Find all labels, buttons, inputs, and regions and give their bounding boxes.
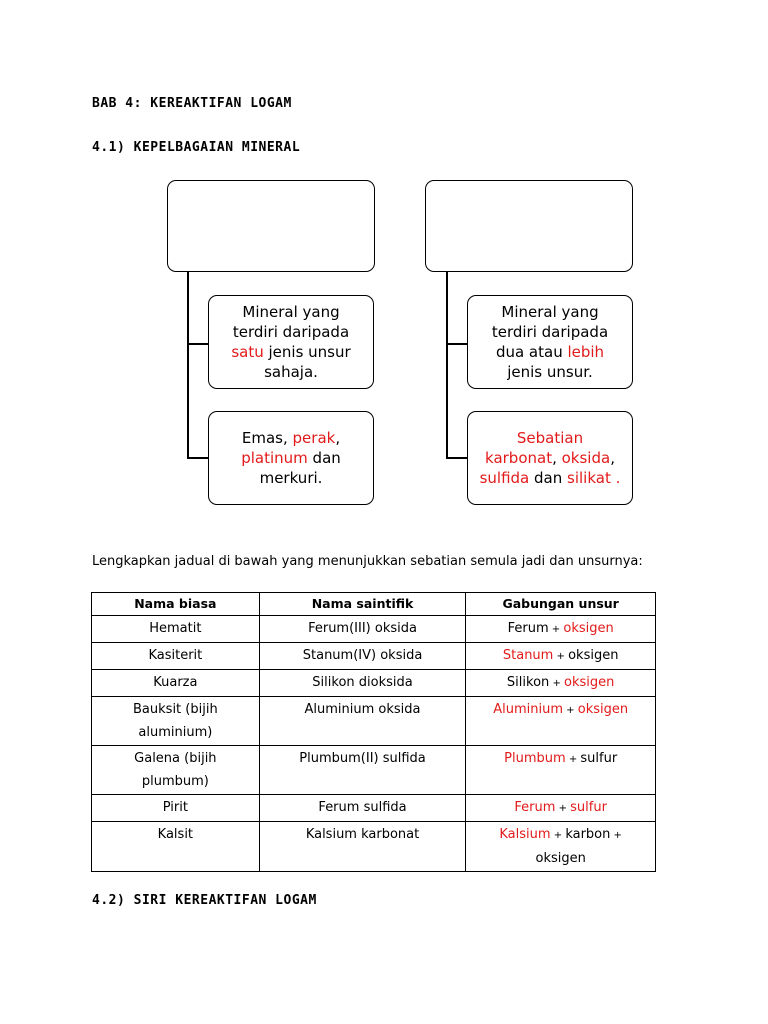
left-connector-to-example xyxy=(187,457,209,459)
plus-sign: + xyxy=(563,705,578,716)
answer-word: sulfida xyxy=(479,469,530,487)
elements-cell xyxy=(466,795,656,822)
desc-line: jenis unsur. xyxy=(507,363,593,381)
element-name: karbon xyxy=(565,827,611,842)
scientific-name-cell: Stanum(IV) oksida xyxy=(259,643,466,670)
table-row xyxy=(92,697,656,746)
instruction-text: Lengkapkan jadual di bawah yang menunjukkan sebatian semula jadi dan unsurnya: xyxy=(92,554,643,569)
scientific-name-cell: Ferum sulfida xyxy=(259,795,466,822)
cell-line: Galena (bijih xyxy=(134,751,217,766)
scientific-name-cell: Plumbum(II) sulfida xyxy=(259,746,466,795)
column-header: Nama saintifik xyxy=(259,593,466,616)
left-connector-to-desc xyxy=(187,343,209,345)
common-name-cell: Pirit xyxy=(92,795,260,822)
cell-line: plumbum) xyxy=(141,774,209,789)
example-text: Emas, xyxy=(241,429,293,447)
right-top-box xyxy=(425,180,633,272)
example-line xyxy=(241,428,341,448)
common-name-cell xyxy=(92,746,260,795)
answer-element: oksigen xyxy=(577,702,629,717)
left-example-box xyxy=(208,411,374,505)
element-name: oksigen xyxy=(568,648,619,663)
answer-word: oksida xyxy=(561,449,611,467)
common-name-cell: Kalsit xyxy=(92,822,260,872)
element-name: Silikon xyxy=(506,675,550,690)
elements-cell xyxy=(466,670,656,697)
answer-element: Stanum xyxy=(502,648,554,663)
right-description-box xyxy=(467,295,633,389)
elements-cell xyxy=(466,746,656,795)
common-name-cell: Hematit xyxy=(92,616,260,643)
section-title-4-1: 4.1) KEPELBAGAIAN MINERAL xyxy=(92,140,301,155)
example-text: , xyxy=(552,449,562,467)
right-connector-to-desc xyxy=(446,343,468,345)
chapter-title: BAB 4: KEREAKTIFAN LOGAM xyxy=(92,96,292,111)
table-row xyxy=(92,822,656,872)
answer-element: oksigen xyxy=(563,621,614,636)
desc-line: Mineral yang xyxy=(242,303,340,321)
example-line xyxy=(480,468,621,488)
elements-cell xyxy=(466,697,656,746)
table-row xyxy=(92,795,656,822)
answer-word: silikat xyxy=(567,469,611,487)
right-connector-to-example xyxy=(446,457,468,459)
elements-cell xyxy=(466,616,656,643)
answer-word: Sebatian xyxy=(516,429,584,447)
example-text: , xyxy=(610,449,615,467)
answer-element: Kalsium xyxy=(499,827,551,842)
table-row xyxy=(92,643,656,670)
answer-word: satu xyxy=(231,343,264,361)
answer-element: Aluminium xyxy=(493,702,563,717)
desc-line: terdiri daripada xyxy=(232,323,350,341)
table-row xyxy=(92,746,656,795)
plus-sign: + xyxy=(549,678,565,689)
table-row xyxy=(92,670,656,697)
scientific-name-cell: Aluminium oksida xyxy=(259,697,466,746)
plus-sign: + xyxy=(550,830,566,841)
common-name-cell xyxy=(92,697,260,746)
scientific-name-cell: Ferum(III) oksida xyxy=(259,616,466,643)
column-header: Gabungan unsur xyxy=(466,593,656,616)
plus-sign: + xyxy=(610,830,622,841)
plus-sign: + xyxy=(565,754,581,765)
example-line xyxy=(480,428,621,448)
example-text: dan xyxy=(529,469,568,487)
right-example-box xyxy=(467,411,633,505)
answer-element: oksigen xyxy=(564,675,615,690)
desc-text: jenis unsur xyxy=(263,343,351,361)
left-top-box xyxy=(167,180,375,272)
answer-word: perak xyxy=(292,429,336,447)
desc-line: sahaja. xyxy=(264,363,318,381)
example-text: , xyxy=(335,429,341,447)
answer-word: lebih xyxy=(567,343,605,361)
desc-line xyxy=(492,342,608,362)
answer-word: platinum xyxy=(241,449,308,467)
section-title-4-2: 4.2) SIRI KEREAKTIFAN LOGAM xyxy=(92,893,317,908)
right-connector-vertical xyxy=(446,271,448,458)
table-header-row xyxy=(92,593,656,616)
example-text: dan xyxy=(307,449,341,467)
answer-word: karbonat xyxy=(485,449,553,467)
common-name-cell: Kuarza xyxy=(92,670,260,697)
answer-element: Plumbum xyxy=(504,751,566,766)
answer-element: Ferum xyxy=(514,800,556,815)
left-connector-vertical xyxy=(187,271,189,458)
example-line xyxy=(241,448,341,468)
elements-cell xyxy=(466,643,656,670)
element-name: Ferum xyxy=(507,621,549,636)
cell-line: aluminium) xyxy=(138,725,213,740)
column-header: Nama biasa xyxy=(92,593,260,616)
left-description-box xyxy=(208,295,374,389)
cell-line: Bauksit (bijih xyxy=(133,702,218,717)
answer-word: . xyxy=(610,469,621,487)
common-name-cell: Kasiterit xyxy=(92,643,260,670)
cell-line xyxy=(472,823,649,847)
minerals-table xyxy=(91,592,656,872)
scientific-name-cell: Kalsium karbonat xyxy=(259,822,466,872)
plus-sign: + xyxy=(553,651,569,662)
answer-element: sulfur xyxy=(570,800,607,815)
table-row xyxy=(92,616,656,643)
desc-line: terdiri daripada xyxy=(491,323,609,341)
desc-text: dua atau xyxy=(495,343,568,361)
cell-line: oksigen xyxy=(535,851,586,866)
example-line xyxy=(480,448,621,468)
desc-line xyxy=(231,342,350,362)
example-line: merkuri. xyxy=(259,469,323,487)
plus-sign: + xyxy=(548,624,564,635)
elements-cell xyxy=(466,822,656,872)
scientific-name-cell: Silikon dioksida xyxy=(259,670,466,697)
desc-line: Mineral yang xyxy=(501,303,599,321)
element-name: sulfur xyxy=(580,751,618,766)
plus-sign: + xyxy=(555,803,571,814)
